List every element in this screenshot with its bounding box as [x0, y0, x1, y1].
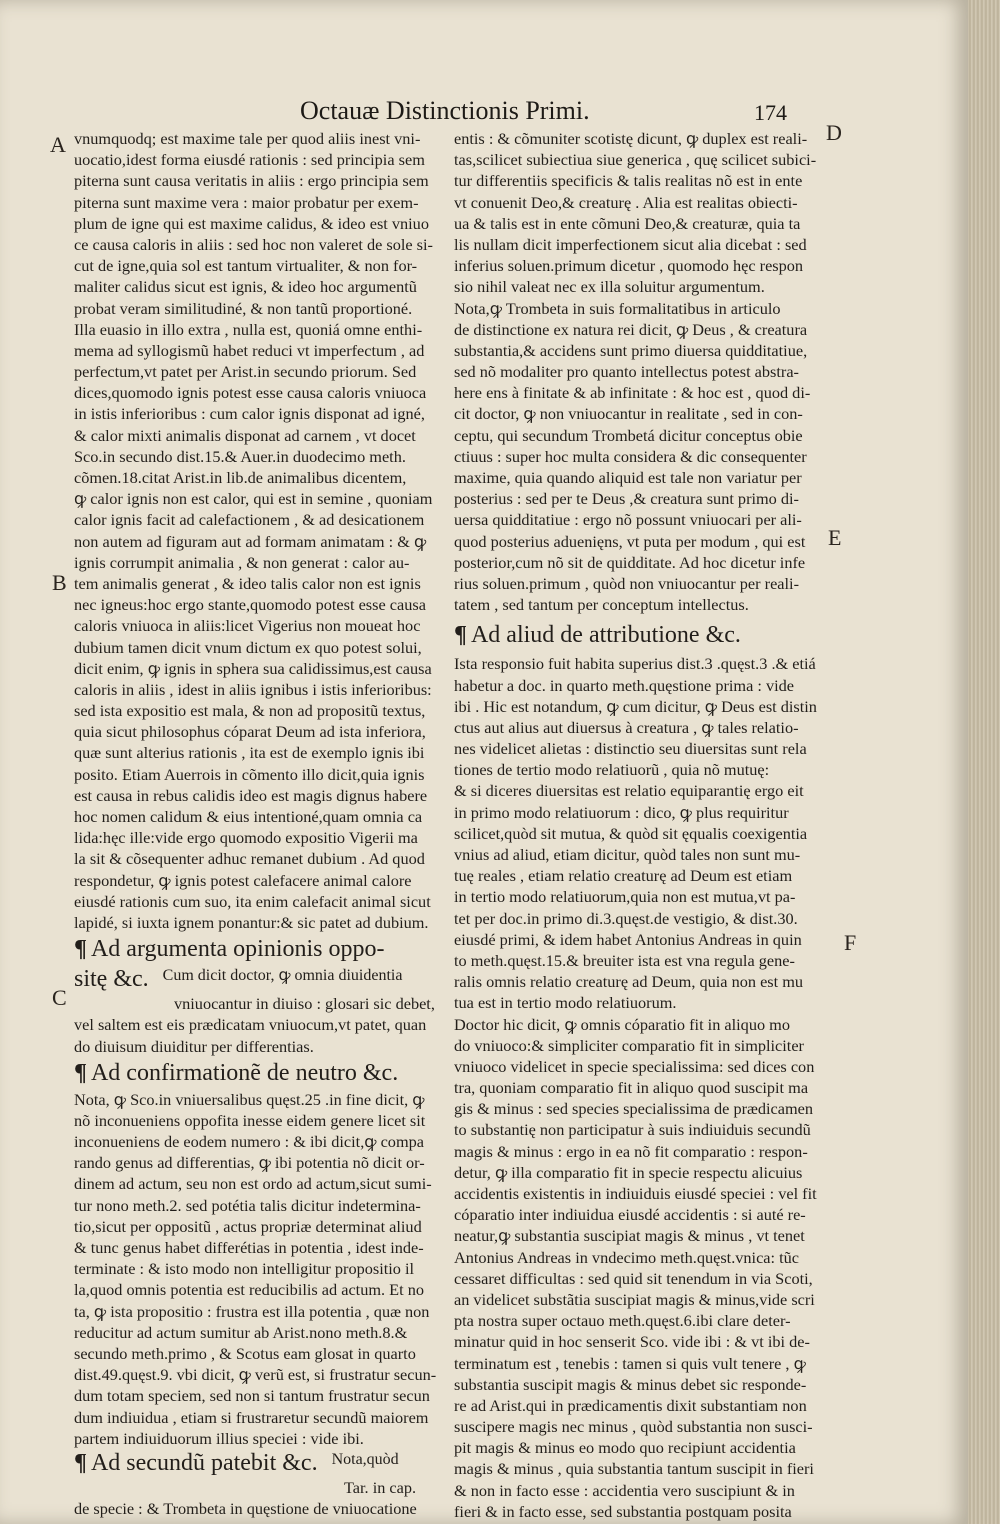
body-line: tet per doc.in primo di.3.quęst.de vestigio, & dist.30. — [454, 908, 798, 928]
body-line: cit doctor, ꝙ non vniuocantur in realitate , sed in con- — [454, 404, 803, 424]
body-line: posterior,cum nõ sit de quidditate. Ad hoc dicetur infe — [454, 552, 806, 572]
body-line: magis & minus , quia substantia tantum suscipit in fieri — [454, 1459, 814, 1479]
body-line: suscipere magis nec minus , quòd substantia non susci- — [454, 1417, 813, 1437]
body-line: Tar. in cap. — [344, 1477, 417, 1497]
body-line: tur nono meth.2. sed potétia talis dicitur indetermina- — [74, 1195, 421, 1215]
body-line: rius soluen.primum , quòd non vniuocantur per reali- — [454, 573, 799, 593]
body-line: ce causa caloris in aliis : sed hoc non valeret de sole si- — [74, 234, 433, 254]
body-line: in istis inferioribus : cum calor ignis disponat ad igné, — [74, 404, 425, 424]
body-line: maliter calidus sicut est ignis, & ideo hoc argumentũ — [74, 277, 417, 297]
left-paragraph-2 — [74, 1014, 444, 1056]
body-line: ctus aut alius aut diuersus à creatura , ꝙ tales relatio- — [454, 717, 799, 737]
body-line: tas,scilicet subiectiua siue generica , quę scilicet subici- — [454, 150, 817, 170]
pilcrow-icon: ¶ — [74, 1059, 87, 1086]
body-line: dinem ad actum, seu non est ordo ad actum,sicut sumi- — [74, 1174, 432, 1194]
left-paragraph-3 — [74, 1089, 444, 1449]
body-line: in tertio modo relatiuorum,quia non est mutua,vt pa- — [454, 887, 796, 907]
body-line: do diuisum diuiditur per differentias. — [74, 1036, 314, 1056]
body-line: scilicet,quòd sit mutua, & quòd sit ęqualis coexigentia — [454, 823, 808, 843]
body-line: tur differentiis specificis & talis realitas nõ est in ente — [454, 171, 803, 191]
body-line: ibi . Hic est notandum, ꝙ cum dicitur, ꝙ Deus est distin — [454, 696, 817, 716]
body-line: non autem ad figuram aut ad formam animatam : & ꝙ — [74, 531, 427, 551]
body-line: Nota,ꝙ Trombeta in suis formalitatibus in articulo — [454, 298, 781, 318]
body-line: eiusdé rationis cum suo, ita enim calefacit animal sicut — [74, 891, 431, 911]
body-line: ceptu, qui secundum Trombetá dicitur conceptus obie — [454, 425, 803, 445]
body-line: dum indiuidua , etiam si frustraretur secundũ maiorem — [74, 1407, 429, 1427]
body-line: Illa euasio in illo extra , nulla est, quoniá omne enthi- — [74, 319, 423, 339]
body-line: est causa in rebus calidis ideo est magis dignus habere — [74, 785, 428, 805]
body-line: nõ inconueniens oppofita inesse eidem genere licet sit — [74, 1110, 426, 1130]
body-line: terminate : & isto modo non intelligitur propositio il — [74, 1259, 415, 1279]
body-line: tem animalis generat , & ideo talis calor non est ignis — [74, 573, 421, 593]
body-line: probat veram similitudiné, & non tantũ proportioné. — [74, 298, 413, 318]
body-line: nec igneus:hoc ergo stante,quomodo potest esse causa — [74, 595, 426, 615]
body-line: reducitur ad actum sumitur ab Arist.nono meth.8.& — [74, 1322, 408, 1342]
body-line: secundo meth.primo , & Scotus eam glosat in quarto — [74, 1343, 416, 1363]
body-line: substantia,& accidens sunt primo diuersa quidditatiue, — [454, 340, 808, 360]
body-line: ta, ꝙ ista propositio : frustra est illa potentia , quæ non — [74, 1301, 430, 1321]
body-line: rando genus ad differentias, ꝙ ibi potentia nõ dicit or- — [74, 1153, 425, 1173]
body-line: uersa quidditatiue : ergo nõ possunt vniuocari per ali- — [454, 510, 802, 530]
body-line: substantia suscipit magis & minus debet sic responde- — [454, 1374, 807, 1394]
body-line: vt conuenit Deo,& creaturę . Alia est realitas obiecti- — [454, 192, 798, 212]
body-line: Antonius Andreas in vndecimo meth.quęst.vnica: tũc — [454, 1247, 800, 1267]
body-line: cóparatio inter indiuidua eiusdé accidentis : si auté re- — [454, 1205, 806, 1225]
body-line: inconueniens de eodem numero : & ibi dicit,ꝙ compa — [74, 1132, 424, 1152]
body-line: lida:hęc ille:vide ergo quomodo expositio Vigerii ma — [74, 828, 418, 848]
body-line: gis & minus : sed species specialissima de prædicamen — [454, 1099, 814, 1119]
body-line: quæ sunt alterius rationis , ita est de exemplo ignis ibi — [74, 743, 425, 763]
body-line: uocatio,idest forma eiusdé rationis : sed principia sem — [74, 150, 425, 170]
body-line: tiones de tertio modo relatiuorũ , quia nõ mutuę: — [454, 760, 770, 780]
body-line: re ad Arist.qui in prædicamentis dixit substantiam non — [454, 1395, 807, 1415]
body-line: here ens à finitate & ab infinitate : & hoc est , quod di- — [454, 383, 811, 403]
body-line: lis nullam dicit imperfectionem sicut alia dicebat : sed — [454, 234, 807, 254]
pilcrow-icon: ¶ — [454, 622, 467, 649]
margin-letter-a: A — [50, 132, 66, 157]
body-line: de distinctione ex natura rei dicit, ꝙ Deus , & creatura — [454, 319, 808, 339]
body-line: tatem , sed tantum per conceptum intellectus. — [454, 595, 749, 615]
body-line: hoc nomen calidum & eius intentioné,quam omnia ca — [74, 807, 423, 826]
body-line: in primo modo relatiuorum : dico, ꝙ plus requiritur — [454, 802, 789, 822]
body-line: posterius : sed per te Deus ,& creatura sunt primo di- — [454, 489, 799, 509]
body-line: respondetur, ꝙ ignis potest calefacere animal calore — [74, 870, 412, 890]
left-paragraph-1 — [74, 128, 444, 933]
right-paragraph-3 — [454, 653, 826, 1013]
right-paragraph-2 — [454, 298, 826, 616]
body-line: cessaret difficultas : sed quid sit tenendum in via Scoti, — [454, 1268, 813, 1288]
body-line: eiusdé primi, & idem habet Antonius Andreas in quin — [454, 929, 802, 949]
body-line: dist.49.quęst.9. vbi dicit, ꝙ verũ est, si frustratur secun- — [74, 1365, 437, 1385]
body-line: plum de igne qui est maxime calidus, & ideo est vniuo — [74, 213, 429, 233]
body-line: terminatum est , tenebis : tamen si quis vult tenere , ꝙ — [454, 1353, 806, 1373]
body-line: quod posterius aduenięns, vt puta per modum , qui est — [454, 531, 806, 551]
body-line: Nota,quòd — [331, 1450, 399, 1468]
body-line: lapidé, si iuxta ignem ponantur:& sic patet ad dubium. — [74, 912, 429, 932]
body-line: cut de igne,quia sol est tantum virtualiter, & non for- — [74, 256, 418, 276]
body-line: dum totam speciem, sed non si tantum frustratur secun — [74, 1386, 430, 1406]
margin-letter-d: D — [826, 120, 842, 145]
body-line: habetur a doc. in quarto meth.quęstione prima : vide — [454, 675, 794, 695]
body-line: perfectum,vt patet per Arist.in secundo priorum. Sed — [74, 362, 417, 382]
body-line: & si diceres diuersitas est relatio equiparantię ergo eit — [454, 781, 804, 801]
body-line: an videlicet substãtia suscipiat magis & minus,vide scri — [454, 1289, 815, 1309]
left-rubric-1 — [74, 935, 444, 963]
page-edges — [968, 0, 1000, 1524]
left-rubric-1-cont — [74, 965, 444, 993]
body-line: detur, ꝙ illa comparatio fit in specie respectu alicuius — [454, 1162, 803, 1182]
body-line: Cum dicit doctor, ꝙ omnia diuidentia — [162, 967, 403, 985]
body-line: dubium tamen dicit vnum dictum ex quo potest solui, — [74, 637, 422, 657]
body-line: accidentis existentis in indiuiduis eiusdé speciei : vel fit — [454, 1184, 817, 1203]
left-rubric-3 — [74, 1449, 444, 1477]
body-line: vniuocantur in diuiso : glosari sic debet, — [174, 994, 435, 1014]
body-line: Doctor hic dicit, ꝙ omnis cóparatio fit in aliquo mo — [454, 1014, 790, 1034]
body-line: dicit enim, ꝙ ignis in sphera sua calidissimus,est causa — [74, 658, 432, 678]
body-line: pit magis & minus eo modo quo recipiunt accidentia — [454, 1438, 796, 1458]
body-line: minatur quid in hoc senserit Sco. vide ibi : & vt ibi de- — [454, 1332, 810, 1352]
body-line: tra, quoniam comparatio fit in aliquo quod suscipit ma — [454, 1078, 809, 1098]
body-line: calor ignis facit ad calefactionem , & ad desicationem — [74, 510, 425, 530]
pilcrow-icon: ¶ — [74, 1449, 87, 1476]
body-line: ua & talis est in ente cõmuni Deo,& creaturæ, quia ta — [454, 213, 801, 233]
body-line: maxime, quia quando aliquid est tale non variatur per — [454, 468, 802, 487]
left-rubric-2 — [74, 1059, 444, 1087]
body-line: & non in facto esse : accidentia vero suscipiunt & in — [454, 1480, 795, 1500]
body-line: sio nihil valeat nec ex illa soluitur argumentum. — [454, 277, 765, 297]
left-column — [74, 128, 444, 1519]
body-line: tio,sicut per oppositũ , actus propriæ determinat aliud — [74, 1216, 422, 1236]
margin-letter-f: F — [844, 930, 857, 955]
body-line: cõmen.18.citat Arist.in lib.de animalibus dicentem, — [74, 468, 407, 487]
body-line: to substantię non participatur à suis indiuiduis secundũ — [454, 1120, 811, 1140]
body-line: tuę reales , etiam relatio creaturę ad Deum est etiam — [454, 866, 793, 886]
body-line: & calor mixti animalis disponat ad carnem , vt docet — [74, 425, 416, 445]
body-line: la sit & cõsequenter adhuc remanet dubium . Ad quod — [74, 849, 425, 869]
body-line: ralis omnis relatio creaturę ad Deum, quia non est mu — [454, 972, 804, 992]
page-title: Octauæ Distinctionis Primi. — [300, 96, 590, 125]
rubric-text: Ad argumenta opinionis oppo- — [90, 936, 385, 963]
body-line: Nota, ꝙ Sco.in vniuersalibus quęst.25 .in fine dicit, ꝙ — [74, 1089, 425, 1109]
right-paragraph-4 — [454, 1014, 826, 1523]
right-column — [454, 128, 826, 1522]
body-line: sed ista expositio est mala, & non ad propositũ textus, — [74, 701, 426, 721]
body-line: vnumquodq; est maxime tale per quod aliis inest vni- — [74, 129, 421, 148]
rubric-text: Ad secundũ patebit &c. — [90, 1449, 318, 1476]
body-line: partem indiuiduorum illius speciei : vide ibi. — [74, 1428, 364, 1448]
body-line: quia sicut philosophus cóparat Deum ad ista inferiora, — [74, 722, 426, 742]
right-paragraph-1 — [454, 128, 826, 298]
body-line: vnius ad aliud, etiam dicitur, quòd tales non sunt mu- — [454, 845, 801, 864]
pilcrow-icon: ¶ — [74, 936, 87, 963]
left-paragraph-4 — [74, 1498, 444, 1519]
body-line: mema ad syllogismũ habet reduci vt imperfectum , ad — [74, 340, 425, 360]
body-line: de specie : & Trombeta in quęstione de vniuocatione — [74, 1499, 417, 1519]
body-line: & tunc genus habet differétias in potentia , idest inde- — [74, 1238, 424, 1257]
body-line: posito. Etiam Auerrois in cõmento illo dicit,quia ignis — [74, 764, 425, 784]
body-line: magis & minus : ergo in ea nõ fit comparatio : respon- — [454, 1141, 808, 1161]
body-line: Sco.in secundo dist.15.& Auer.in duodecimo meth. — [74, 446, 406, 466]
body-line: piterna sunt maxime vera : maior probatur per exem- — [74, 192, 419, 212]
body-line: to meth.quęst.15.& breuiter ista est vna regula gene- — [454, 950, 795, 970]
body-line: pta nostra super octauo meth.quęst.6.ibi clare deter- — [454, 1311, 791, 1331]
rubric-text: sitę &c. — [74, 966, 149, 993]
margin-letter-c: C — [52, 985, 67, 1010]
body-line: caloris in aliis , idest in aliis ignibus i istis inferioribus: — [74, 679, 432, 699]
rubric-text: Ad confirmationẽ de neutro &c. — [90, 1059, 399, 1086]
body-line: inferius soluen.primum dicetur , quomodo hęc respon — [454, 256, 804, 276]
margin-letter-b: B — [52, 570, 67, 595]
body-line: dices,quomodo ignis potest esse causa caloris vniuoca — [74, 383, 427, 403]
body-line: vel saltem est eis prædicatam vniuocum,vt patet, quan — [74, 1015, 427, 1035]
body-line: ꝙ calor ignis non est calor, qui est in semine , quoniam — [74, 489, 433, 509]
right-rubric-1 — [454, 621, 826, 649]
body-line: tua est in tertio modo relatiuorum. — [454, 993, 677, 1013]
body-line: ignis corrumpit animalia , & non generat : calor au- — [74, 552, 410, 572]
body-line: caloris vniuoca in aliis:licet Vigerius non moueat hoc — [74, 616, 421, 636]
folio-number: 174 — [754, 100, 787, 125]
body-line: piterna sunt causa veritatis in aliis : ergo principia sem — [74, 171, 429, 191]
body-line: nes videlicet alietas : distinctio seu diuersitas sunt rela — [454, 739, 807, 759]
body-line: Ista responsio fuit habita superius dist.3 .quęst.3 .& etiá — [454, 654, 816, 674]
margin-letter-e: E — [828, 525, 842, 550]
body-line: fieri & in facto esse, sed substantia postquam posita — [454, 1501, 792, 1521]
body-line: neatur,ꝙ substantia suscipiat magis & minus , vt tenet — [454, 1226, 805, 1246]
body-line: entis : & cõmuniter scotistę dicunt, ꝙ duplex est reali- — [454, 129, 808, 148]
body-line: sed nõ modaliter pro quanto intellectus potest abstra- — [454, 362, 799, 382]
body-line: vniuoco videlicet in specie specialissima: sed dices con — [454, 1056, 815, 1076]
body-line: do vniuoco:& simpliciter comparatio fit in simpliciter — [454, 1035, 804, 1055]
body-line: ctiuus : super hoc multa considera & dic consequenter — [454, 446, 807, 466]
body-line: la,quod omnis potentia est reducibilis ad actum. Et no — [74, 1280, 424, 1300]
rubric-text: Ad aliud de attributione &c. — [470, 622, 741, 649]
